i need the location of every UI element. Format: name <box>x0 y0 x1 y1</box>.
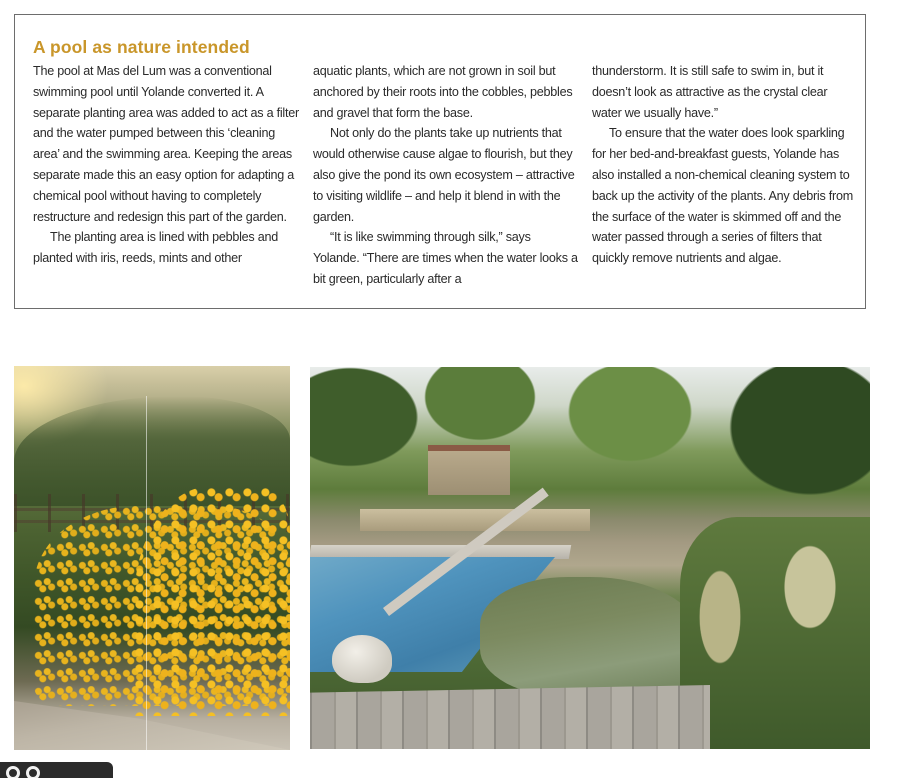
paragraph: Not only do the plants take up nutrients that would otherwise cause algae to flourish, but they also give the pond its own ecosystem – attractive to visiting wildlife – and help it blend in with the garden. <box>313 126 575 224</box>
article-column-3 <box>592 61 858 269</box>
paragraph: aquatic plants, which are not grown in soil but anchored by their roots into the cobbles, pebbles and gravel that form the base. <box>313 64 573 120</box>
article-column-2 <box>313 61 579 290</box>
page-corner-badge <box>0 762 113 778</box>
photo-timber-deck <box>310 685 710 749</box>
article-title: A pool as nature intended <box>33 37 250 57</box>
paragraph: To ensure that the water does look sparkling for her bed-and-breakfast guests, Yolande has also installed a non-chemical cleaning system to back up the activity of the plants. Any debris from the surface of the water is skimmed off and the water passed through a series of filters that quickly remove nutrients and algae. <box>592 126 853 266</box>
badge-circle-icon <box>6 766 20 778</box>
photo-fold-seam <box>146 396 147 750</box>
paragraph: The planting area is lined with pebbles and planted with iris, reeds, mints and other <box>33 230 278 266</box>
article-column-1 <box>33 61 299 269</box>
article-panel <box>14 14 866 309</box>
photo-rudbeckia-flowers-front <box>134 486 290 716</box>
photo-stone-house <box>428 445 510 495</box>
photo-pool-coping <box>310 545 571 559</box>
photo-stone-wall <box>360 509 590 531</box>
paragraph: thunderstorm. It is still safe to swim in, but it doesn’t look as attractive as the crystal clear water we usually have.” <box>592 64 828 120</box>
natural-pool-photo <box>310 367 870 749</box>
photo-trees <box>310 367 870 497</box>
photo-boulder <box>332 635 392 683</box>
flower-border-photo <box>14 366 290 750</box>
badge-circle-icon <box>26 766 40 778</box>
photo-planting-area <box>480 577 700 697</box>
paragraph: “It is like swimming through silk,” says Yolande. “There are times when the water looks a bit green, particularly after a <box>313 230 578 286</box>
paragraph: The pool at Mas del Lum was a conventional swimming pool until Yolande converted it. A separate planting area was added to act as a filter and the water pumped between this ‘cleaning area’ and the swimming area. Keeping the areas separate made this an easy option for adapting a chemical pool without having to completely restructure and redesign this part of the garden. <box>33 64 299 224</box>
